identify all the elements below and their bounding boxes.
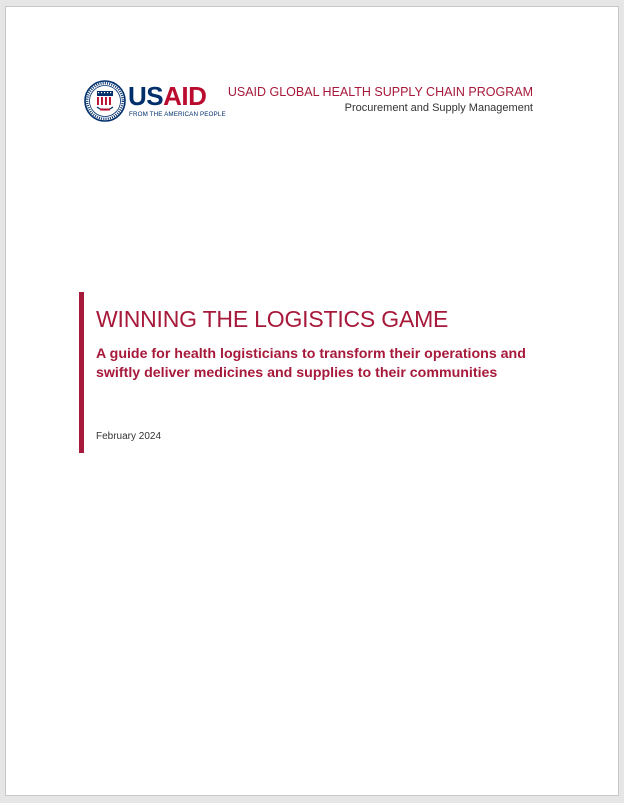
program-title: USAID GLOBAL HEALTH SUPPLY CHAIN PROGRAM bbox=[227, 85, 533, 99]
publication-date: February 2024 bbox=[96, 431, 162, 442]
document-subtitle: A guide for health logisticians to transform their operations and swiftly deliver medicines and supplies to their communities bbox=[96, 346, 526, 381]
program-subtitle: Procurement and Supply Management bbox=[344, 102, 533, 114]
usaid-wordmark-us: US bbox=[128, 81, 164, 111]
accent-bar bbox=[79, 292, 84, 453]
usaid-wordmark-aid: AID bbox=[163, 81, 207, 111]
program-header bbox=[228, 85, 533, 116]
document-title: WINNING THE LOGISTICS GAME bbox=[96, 306, 449, 332]
usaid-seal-icon bbox=[84, 80, 126, 122]
usaid-logo bbox=[84, 80, 224, 126]
document-page bbox=[5, 6, 619, 796]
usaid-tagline: FROM THE AMERICAN PEOPLE bbox=[129, 111, 226, 118]
usaid-wordmark bbox=[128, 82, 206, 110]
cover-title-block bbox=[79, 292, 549, 453]
